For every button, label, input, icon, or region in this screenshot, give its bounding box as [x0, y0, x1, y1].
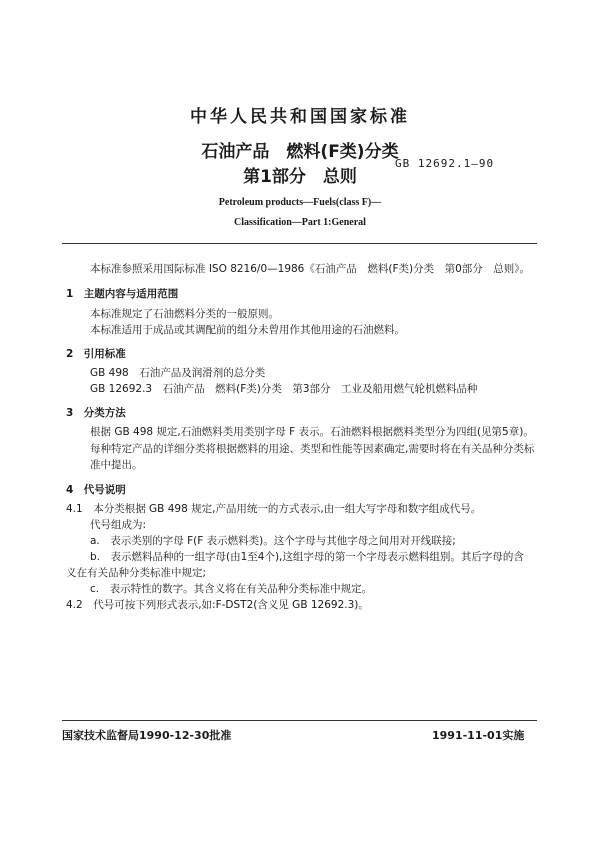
section-3-heading: 3 分类方法: [66, 407, 126, 419]
section-1-paragraph-2: 本标准适用于成品或其调配前的组分未曾用作其他用途的石油燃料。: [90, 324, 405, 336]
reference-1: GB 498 石油产品及润滑剂的总分类: [90, 367, 266, 379]
section-3-line-2: 每种特定产品的详细分类将根据燃料的用途、类型和性能等因素确定,需要时将在有关品种分类标: [90, 443, 535, 455]
approval-date: 国家技术监督局1990-12-30批准: [62, 729, 232, 742]
document-title-line2: 第1部分 总则: [243, 167, 357, 187]
list-item-a: a. 表示类别的字母 F(F 表示燃料类)。这个字母与其他字母之间用对开线联接;: [90, 535, 456, 547]
standard-number: GB 12692.1—90: [395, 157, 495, 170]
section-1-heading: 1 主题内容与适用范围: [66, 288, 179, 300]
clause-4-2: 4.2 代号可按下列形式表示,如:F-DST2(含义见 GB 12692.3)。: [66, 599, 369, 611]
list-item-b-line2: 义在有关品种分类标准中规定;: [66, 567, 207, 579]
section-3-line-1: 根据 GB 498 规定,石油燃料类用类别字母 F 表示。石油燃料根据燃料类型分为四组(见第5章)。: [90, 426, 534, 438]
section-2-heading: 2 引用标准: [66, 348, 126, 360]
standard-category-title: 中华人民共和国国家标准: [190, 107, 410, 127]
document-title-line1: 石油产品 燃料(F类)分类: [201, 142, 399, 162]
section-4-heading: 4 代号说明: [66, 484, 126, 496]
list-item-b-line1: b. 表示燃料品种的一组字母(由1至4个),这组字母的第一个字母表示燃料组别。其后字母的含: [90, 551, 524, 563]
clause-4-1-code-intro: 代号组成为:: [90, 519, 147, 531]
section-3-line-3: 准中提出。: [90, 459, 143, 471]
implementation-date: 1991-11-01实施: [432, 729, 525, 742]
reference-2: GB 12692.3 石油产品 燃料(F类)分类 第3部分 工业及船用燃气轮机燃料品种: [90, 383, 478, 395]
section-1-paragraph-1: 本标准规定了石油燃料分类的一般原则。: [90, 308, 279, 320]
english-title-line2: Classification—Part 1:General: [234, 217, 366, 228]
footer-divider: [62, 720, 537, 721]
english-title-line1: Petroleum products—Fuels(class F)—: [218, 197, 382, 208]
intro-paragraph: 本标准参照采用国际标准 ISO 8216/0—1986《石油产品 燃料(F类)分类 第0部分 总则》。: [90, 263, 531, 275]
clause-4-1: 4.1 本分类根据 GB 498 规定,产品用统一的方式表示,由一组大写字母和数字组成代号。: [66, 503, 482, 515]
header-divider: [62, 243, 537, 244]
list-item-c: c. 表示特性的数字。其含义将在有关品种分类标准中规定。: [90, 583, 373, 595]
